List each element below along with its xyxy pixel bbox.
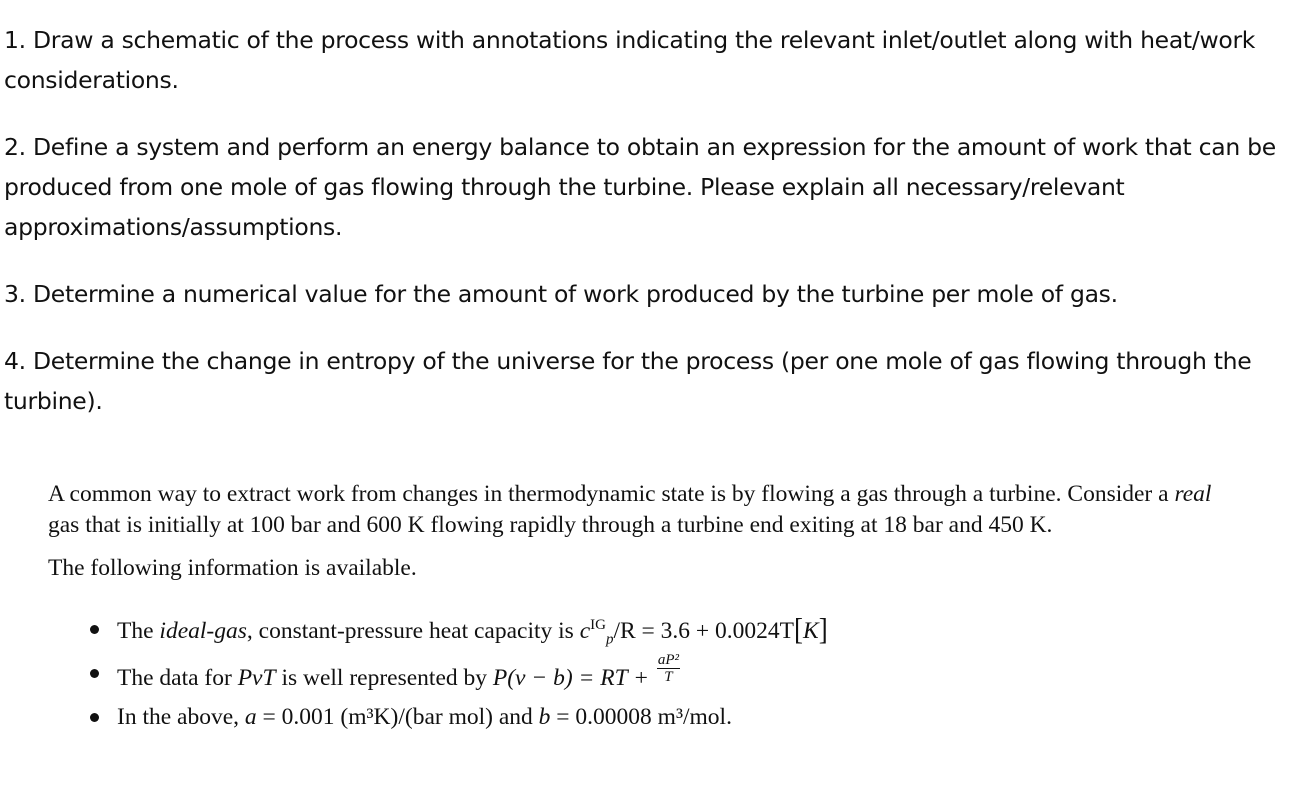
const-a-symbol: a [244, 704, 257, 730]
hc-emphasis: ideal-gas [159, 618, 247, 644]
hc-expression: /R = 3.6 + 0.0024T [613, 618, 795, 644]
list-item-pvt [48, 653, 1248, 697]
intro-text-1: A common way to extract work from changes in thermodynamic state is by flowing a gas through a turbine. Consider a [48, 481, 1175, 507]
available-info-heading: The following information is available. [48, 555, 417, 581]
hc-symbol: c [579, 618, 591, 644]
bullet-icon [90, 713, 99, 722]
hc-subscript: p [605, 631, 614, 648]
problem-statement [48, 479, 1248, 741]
pvt-emphasis: PvT [237, 665, 276, 691]
const-a-value: = 0.001 (m³K)/(bar mol) and [256, 704, 539, 730]
const-b-value: = 0.00008 m³/mol. [550, 704, 732, 730]
hc-superscript: IG [590, 617, 606, 634]
hc-prefix: The [117, 618, 160, 644]
pvt-fraction [657, 653, 680, 684]
pvt-equation-lhs: P(v − b) = RT + [492, 665, 655, 691]
intro-emphasis: real [1174, 481, 1212, 507]
problem-intro [48, 479, 1248, 541]
hc-unit: K [803, 618, 819, 644]
const-b-symbol: b [538, 704, 551, 730]
list-item-constants [48, 697, 1248, 741]
pvt-prefix: The data for [117, 665, 238, 691]
intro-text-2: gas that is initially at 100 bar and 600 K flowing rapidly through a turbine end exiting at 18 bar and 450 K. [48, 512, 1053, 538]
question-4: 4. Determine the change in entropy of the universe for the process (per one mole of gas flowing through the turbine). [4, 347, 1252, 415]
const-prefix: In the above, [117, 704, 245, 730]
bullet-icon [90, 669, 99, 678]
question-list [4, 20, 1294, 448]
fraction-denominator: T [664, 669, 673, 685]
question-2: 2. Define a system and perform an energy balance to obtain an expression for the amount of work that can be produced from one mole of gas flowing through the turbine. Please explain all necessary/relevant approximations/assumptions. [4, 133, 1276, 241]
question-1: 1. Draw a schematic of the process with annotations indicating the relevant inlet/outlet along with heat/work considerations. [4, 26, 1256, 94]
question-3: 3. Determine a numerical value for the amount of work produced by the turbine per mole of gas. [4, 280, 1118, 308]
hc-text: , constant-pressure heat capacity is [246, 618, 580, 644]
bracket-close: ] [818, 611, 828, 647]
bullet-icon [90, 625, 99, 634]
list-item-heat-capacity [48, 609, 1248, 653]
info-list [48, 609, 1248, 741]
bracket-open: [ [794, 611, 804, 647]
fraction-numerator: aP² [657, 652, 680, 668]
pvt-text: is well represented by [275, 665, 493, 691]
